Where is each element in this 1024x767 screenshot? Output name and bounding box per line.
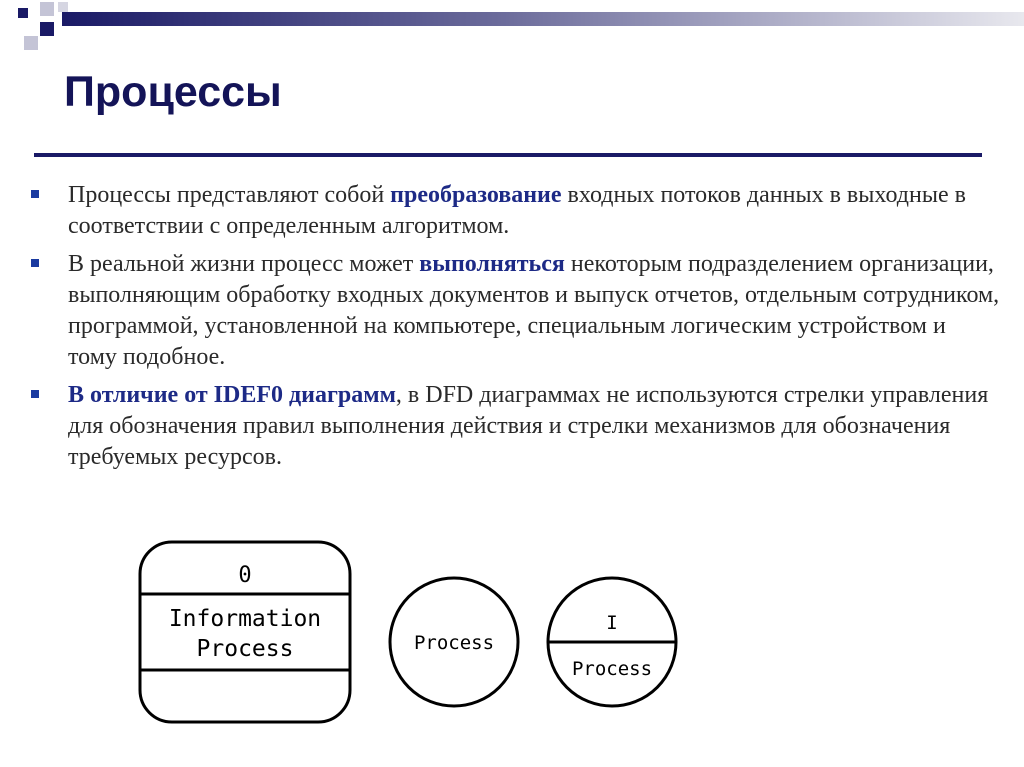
bullet-square-icon <box>31 259 39 267</box>
circle-process-shape <box>390 578 518 706</box>
bullet-square-icon <box>31 190 39 198</box>
bullet-list <box>30 180 1000 480</box>
bullet-text: некоторым подразделением организации, выполняющим обработку входных документов и выпуск отчетов, отдельным сотрудником, программой, установленной на компьютере, специальным логическим устройством и тому подобное. <box>68 251 1000 370</box>
split-circle-process-shape <box>548 578 676 706</box>
bullet-item <box>30 180 1000 242</box>
slide-title: Процессы <box>64 68 282 116</box>
bullet-highlight: В отличие от IDEF0 диаграмм <box>68 382 396 408</box>
header-decoration <box>0 0 1024 60</box>
split-circle-process-id: I <box>606 612 618 634</box>
process-notation-diagrams <box>130 530 690 730</box>
bullet-square-icon <box>31 390 39 398</box>
bullet-item <box>30 249 1000 373</box>
bullet-highlight: выполняться <box>419 251 565 277</box>
title-divider <box>34 153 982 157</box>
bullet-text: , в DFD диаграммах не используются стрелки управления для обозначения правил выполнения действия и стрелки механизмов для обозначения требуемых ресурсов. <box>68 382 989 470</box>
rounded-process-shape <box>140 542 350 722</box>
bullet-item <box>30 380 1000 473</box>
split-circle-process-label: Process <box>571 658 653 680</box>
rounded-process-line2: Process <box>196 636 294 662</box>
bullet-highlight: преобразование <box>390 182 562 208</box>
bullet-text: В реальной жизни процесс может <box>68 251 420 277</box>
bullet-text: Процессы представляют собой <box>68 182 391 208</box>
rounded-process-id: 0 <box>238 563 252 588</box>
bullet-text: входных потоков данных в выходные в соответствии с определенным алгоритмом. <box>68 182 966 239</box>
circle-process-label: Process <box>413 632 495 654</box>
rounded-process-line1: Information <box>168 606 322 632</box>
